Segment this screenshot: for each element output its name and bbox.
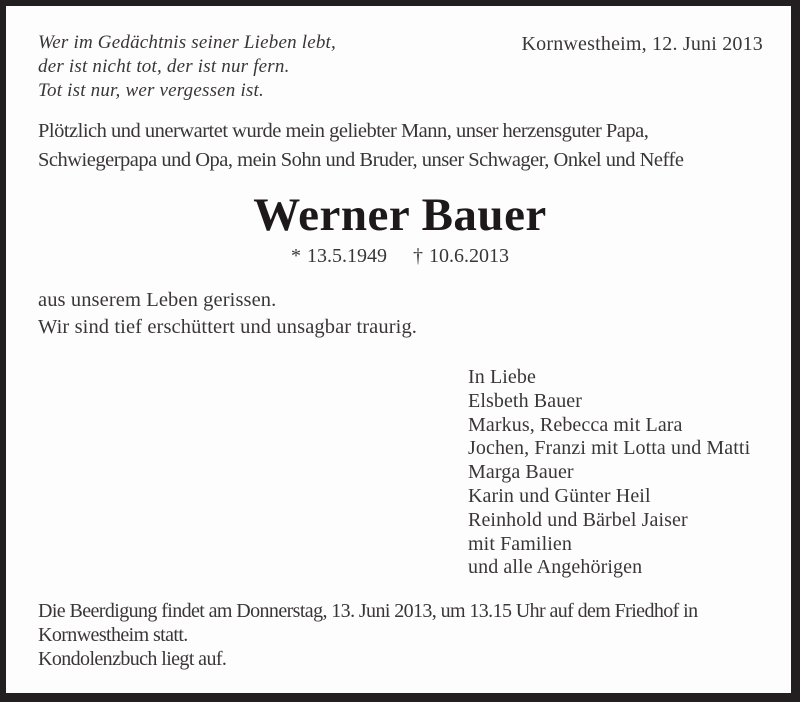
birth-date-group	[291, 245, 387, 267]
intro-line: Schwiegerpapa und Opa, mein Sohn und Bruder, unser Schwager, Onkel und Neffe	[38, 149, 684, 171]
death-date: 10.6.2013	[429, 245, 509, 267]
grief-line: Wir sind tief erschüttert und unsagbar traurig.	[38, 316, 418, 338]
clipping-border-top	[0, 0, 800, 6]
mourner-line: Elsbeth Bauer	[468, 389, 583, 412]
clipping-border-bottom	[0, 693, 800, 702]
death-date-group	[413, 245, 509, 267]
birth-date: 13.5.1949	[307, 245, 387, 267]
mourner-line: Marga Bauer	[468, 461, 574, 484]
mourner-line: Jochen, Franzi mit Lotta und Matti	[468, 437, 751, 460]
life-dates	[0, 245, 800, 268]
death-cross-icon: †	[413, 245, 423, 267]
birth-star-icon: *	[291, 245, 301, 267]
mourner-line: Markus, Rebecca mit Lara	[468, 413, 683, 436]
place-dateline: Kornwestheim, 12. Juni 2013	[521, 33, 763, 55]
grief-line: aus unserem Leben gerissen.	[38, 289, 277, 311]
funeral-info-paragraph	[38, 599, 697, 671]
grief-paragraph	[38, 287, 417, 341]
epigraph-line: Tot ist nur, wer vergessen ist.	[38, 80, 264, 101]
mourner-line: Karin und Günter Heil	[468, 484, 651, 507]
funeral-line: Kornwestheim statt.	[38, 624, 188, 646]
intro-paragraph	[38, 117, 683, 175]
epigraph-line: Wer im Gedächtnis seiner Lieben lebt,	[38, 32, 336, 53]
epigraph-line: der ist nicht tot, der ist nur fern.	[38, 56, 290, 77]
funeral-line: Kondolenzbuch liegt auf.	[38, 648, 227, 670]
epigraph-quote	[38, 31, 336, 103]
clipping-border-left	[0, 0, 6, 702]
mourners-list	[468, 366, 750, 580]
mourner-line: und alle Angehörigen	[468, 556, 643, 579]
mourner-line: mit Familien	[468, 532, 572, 555]
mourner-line: In Liebe	[468, 366, 536, 388]
deceased-name: Werner Bauer	[253, 189, 547, 241]
clipping-border-right	[791, 0, 800, 702]
mourner-line: Reinhold und Bärbel Jaiser	[468, 508, 688, 531]
funeral-line: Die Beerdigung findet am Donnerstag, 13. Juni 2013, um 13.15 Uhr auf dem Friedhof in	[38, 600, 698, 622]
intro-line: Plötzlich und unerwartet wurde mein geliebter Mann, unser herzensguter Papa,	[38, 120, 649, 142]
